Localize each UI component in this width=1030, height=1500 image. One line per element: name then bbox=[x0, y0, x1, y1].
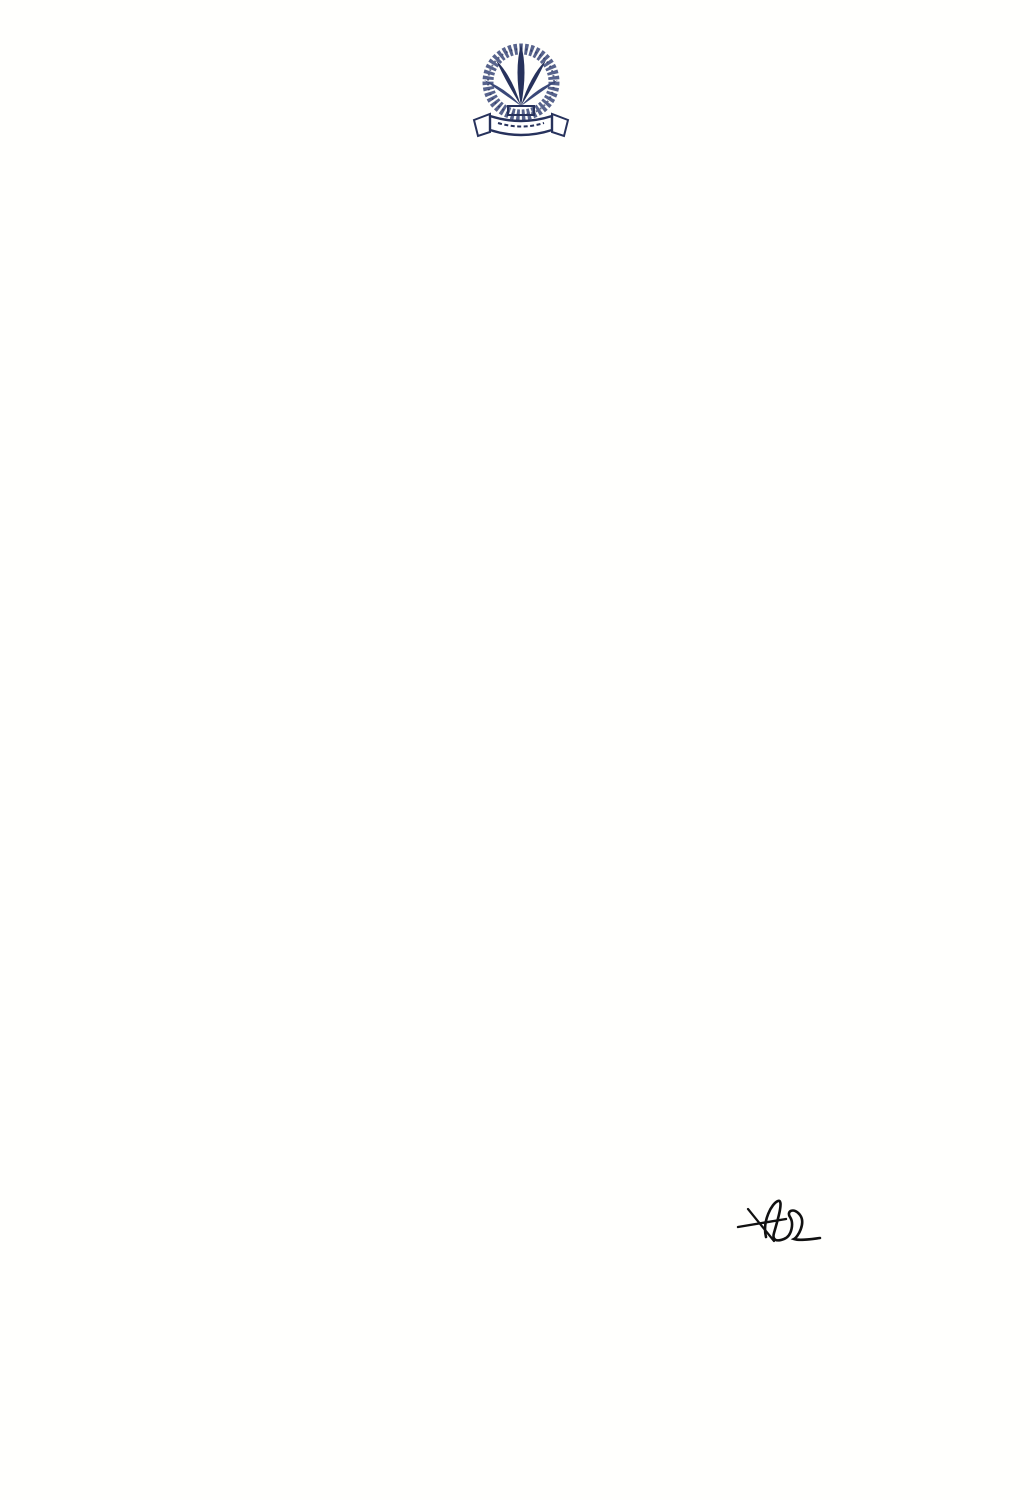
qr-code bbox=[754, 139, 840, 227]
bangladesh-police-emblem-icon bbox=[460, 36, 582, 144]
oc-signature-scribble bbox=[728, 1193, 828, 1251]
duty-officer-handwritten-signature bbox=[100, 1013, 370, 1022]
